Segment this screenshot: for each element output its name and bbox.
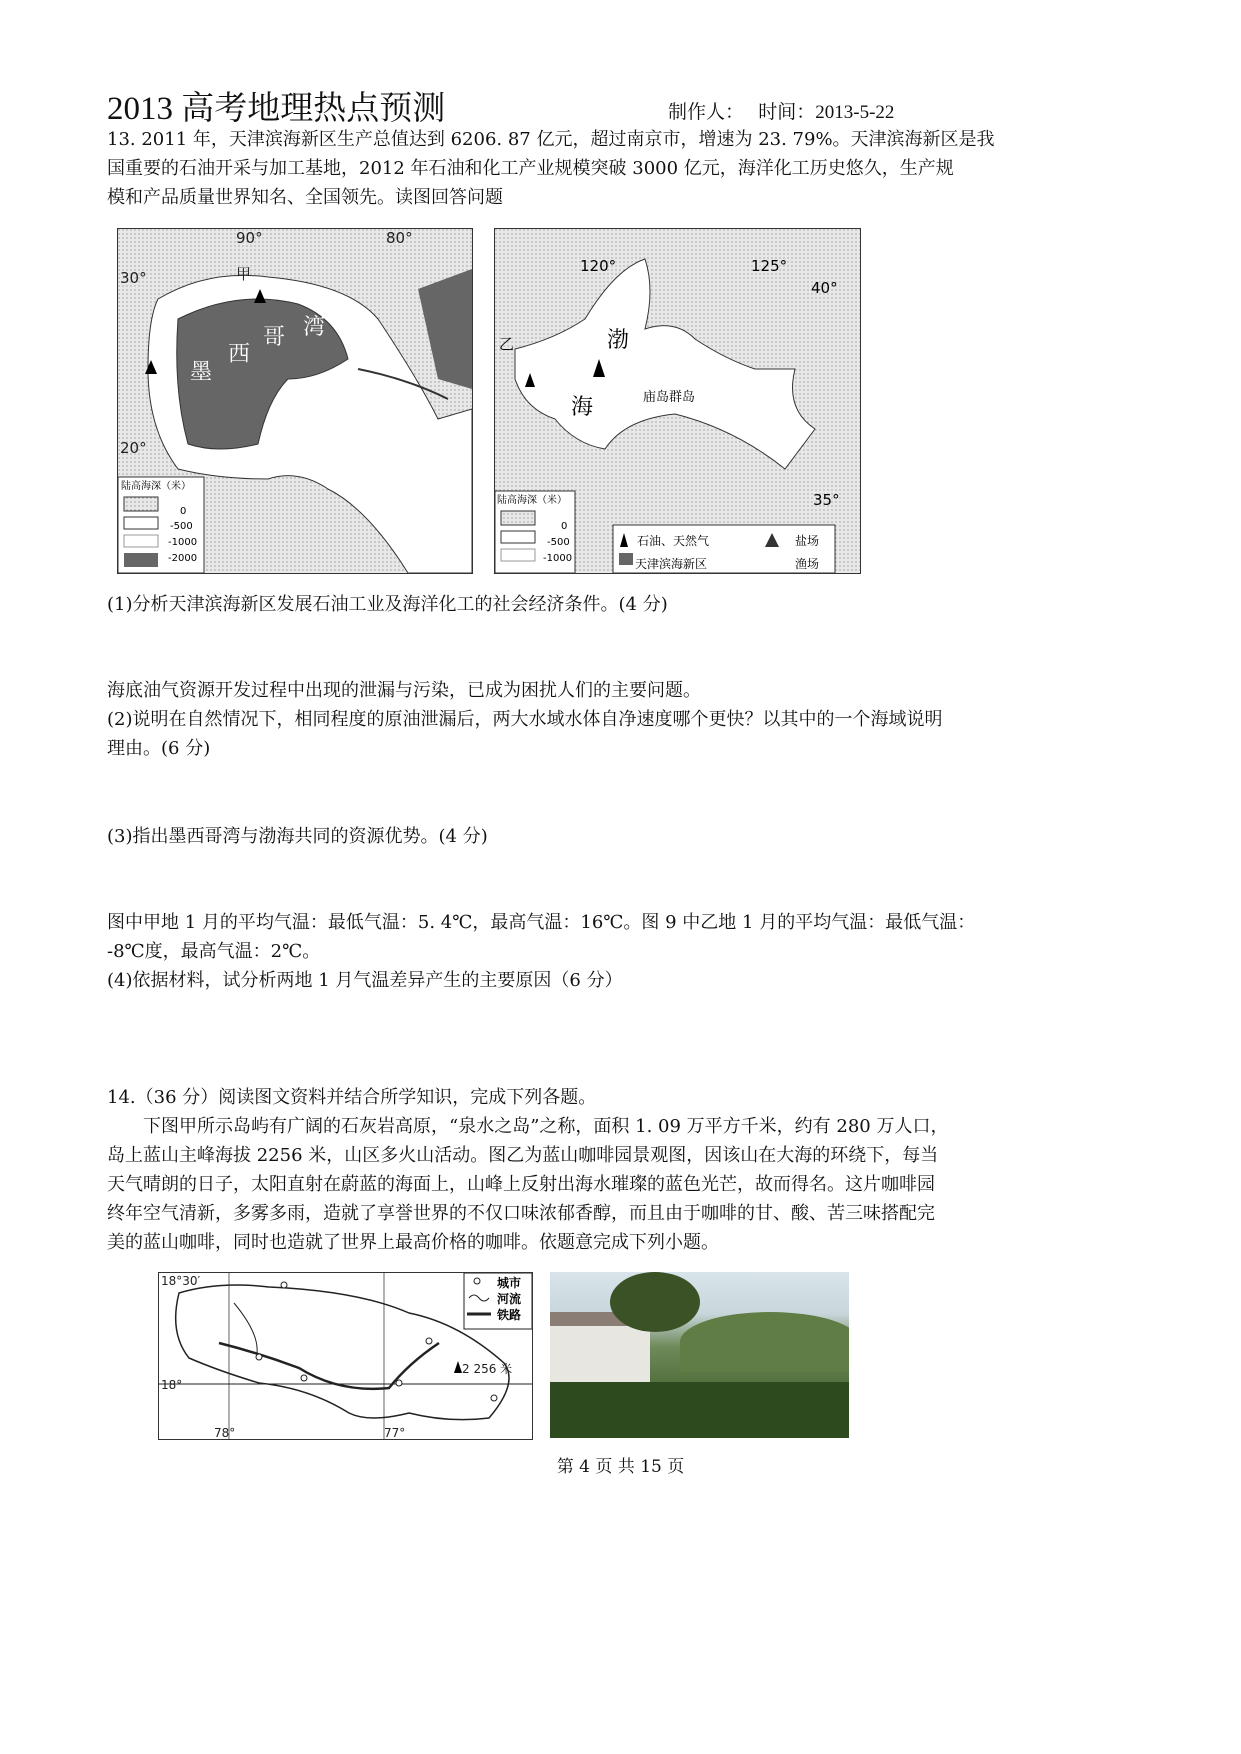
lon-label: 90° — [236, 229, 263, 247]
peak-label: 2 256 米 — [462, 1362, 513, 1376]
q14-paragraph: 天气晴朗的日子，太阳直射在蔚蓝的海面上，山峰上反射出海水璀璨的蓝色光芒，故而得名。这片咖啡园 — [107, 1174, 935, 1195]
blue-mountain-photo — [550, 1272, 849, 1438]
q13-question-2: 理由。(6 分) — [107, 738, 211, 759]
legend-item: 城市 — [497, 1276, 522, 1290]
lon-label: 77° — [384, 1426, 406, 1439]
lat-label: 18° — [161, 1378, 183, 1392]
legend-item: 渔场 — [795, 557, 820, 571]
page-title: 2013 高考地理热点预测 — [107, 91, 446, 127]
q14-paragraph: 岛上蓝山主峰海拔 2256 米，山区多火山活动。图乙为蓝山咖啡园景观图，因该山在大海的环绕下，每当 — [107, 1145, 939, 1166]
legend-value: -2000 — [168, 553, 198, 564]
place-jia: 甲 — [236, 265, 252, 283]
q14-intro: 14.（36 分）阅读图文资料并结合所学知识，完成下列各题。 — [107, 1087, 597, 1108]
q13-question-4: (4)依据材料，试分析两地 1 月气温差异产生的主要原因（6 分） — [107, 970, 623, 991]
lat-label: 35° — [813, 491, 840, 509]
lat-label: 30° — [120, 269, 147, 287]
sea-label: 渤 — [607, 328, 630, 353]
lon-label: 80° — [386, 229, 413, 247]
legend-item: 河流 — [497, 1292, 522, 1306]
legend-value: 0 — [561, 521, 568, 532]
q13-intro-line: 13. 2011 年，天津滨海新区生产总值达到 6206. 87 亿元，超过南京市，增速为 23. 79%。天津滨海新区是我 — [107, 129, 995, 150]
lon-label: 120° — [580, 257, 617, 275]
q13-question-1: (1)分析天津滨海新区发展石油工业及海洋化工的社会经济条件。(4 分) — [107, 594, 668, 615]
jamaica-map — [158, 1272, 533, 1440]
place-yi: 乙 — [499, 335, 515, 353]
lat-label: 20° — [120, 439, 147, 457]
sea-label: 海 — [571, 395, 594, 420]
legend-value: -1000 — [168, 537, 198, 548]
oil-note: 海底油气资源开发过程中出现的泄漏与污染，已成为困扰人们的主要问题。 — [107, 680, 701, 701]
legend-value: -500 — [547, 537, 570, 548]
legend-item: 盐场 — [795, 534, 820, 548]
legend-item: 天津滨海新区 — [635, 557, 708, 571]
legend-value: -500 — [170, 521, 193, 532]
legend-item: 铁路 — [497, 1308, 522, 1322]
q13-question-2: (2)说明在自然情况下，相同程度的原油泄漏后，两大水域水体自净速度哪个更快？以其中的一个海域说明 — [107, 709, 943, 730]
temp-note: -8℃度，最高气温：2℃。 — [107, 941, 321, 962]
legend-item: 石油、天然气 — [637, 534, 710, 548]
sea-label: 湾 — [303, 315, 326, 340]
sea-label: 哥 — [263, 325, 286, 350]
page-footer: 第 4 页 共 15 页 — [556, 1457, 685, 1477]
legend-title: 陆高海深（米） — [497, 495, 567, 506]
q14-paragraph: 美的蓝山咖啡，同时也造就了世界上最高价格的咖啡。依题意完成下列小题。 — [107, 1232, 719, 1253]
lon-label: 78° — [214, 1426, 236, 1439]
foliage — [550, 1382, 849, 1438]
q13-intro-line: 国重要的石油开采与加工基地，2012 年石油和化工产业规模突破 3000 亿元，海洋化工历史悠久，生产规 — [107, 158, 954, 179]
gulf-of-mexico-map — [117, 228, 473, 574]
q14-paragraph: 终年空气清新，多雾多雨，造就了享誉世界的不仅口味浓郁香醇，而且由于咖啡的甘、酸、苦三味搭配完 — [107, 1203, 935, 1224]
tree — [610, 1272, 700, 1332]
legend-value: 0 — [180, 506, 187, 517]
sea-label: 墨 — [190, 360, 213, 385]
q13-intro-line: 模和产品质量世界知名、全国领先。读图回答问题 — [107, 187, 503, 208]
bohai-sea-map — [494, 228, 861, 574]
lon-label: 125° — [751, 257, 788, 275]
sea-label: 西 — [228, 342, 251, 367]
temp-note: 图中甲地 1 月的平均气温：最低气温：5. 4℃，最高气温：16℃。图 9 中乙地 1 月的平均气温：最低气温： — [107, 912, 976, 933]
legend-title: 陆高海深（米） — [121, 481, 191, 492]
header-meta — [668, 97, 894, 124]
q14-paragraph: 下图甲所示岛屿有广阔的石灰岩高原，“泉水之岛”之称，面积 1. 09 万平方千米，约有 280 万人口， — [107, 1116, 949, 1137]
q13-question-3: (3)指出墨西哥湾与渤海共同的资源优势。(4 分) — [107, 826, 488, 847]
islands-label: 庙岛群岛 — [643, 390, 696, 405]
legend-value: -1000 — [543, 553, 573, 564]
date-label: 时间：2013-5-22 — [758, 102, 895, 123]
author-label: 制作人： — [668, 102, 745, 123]
mountain — [680, 1312, 849, 1372]
lat-label: 40° — [811, 279, 838, 297]
lat-label: 18°30′ — [161, 1274, 201, 1288]
